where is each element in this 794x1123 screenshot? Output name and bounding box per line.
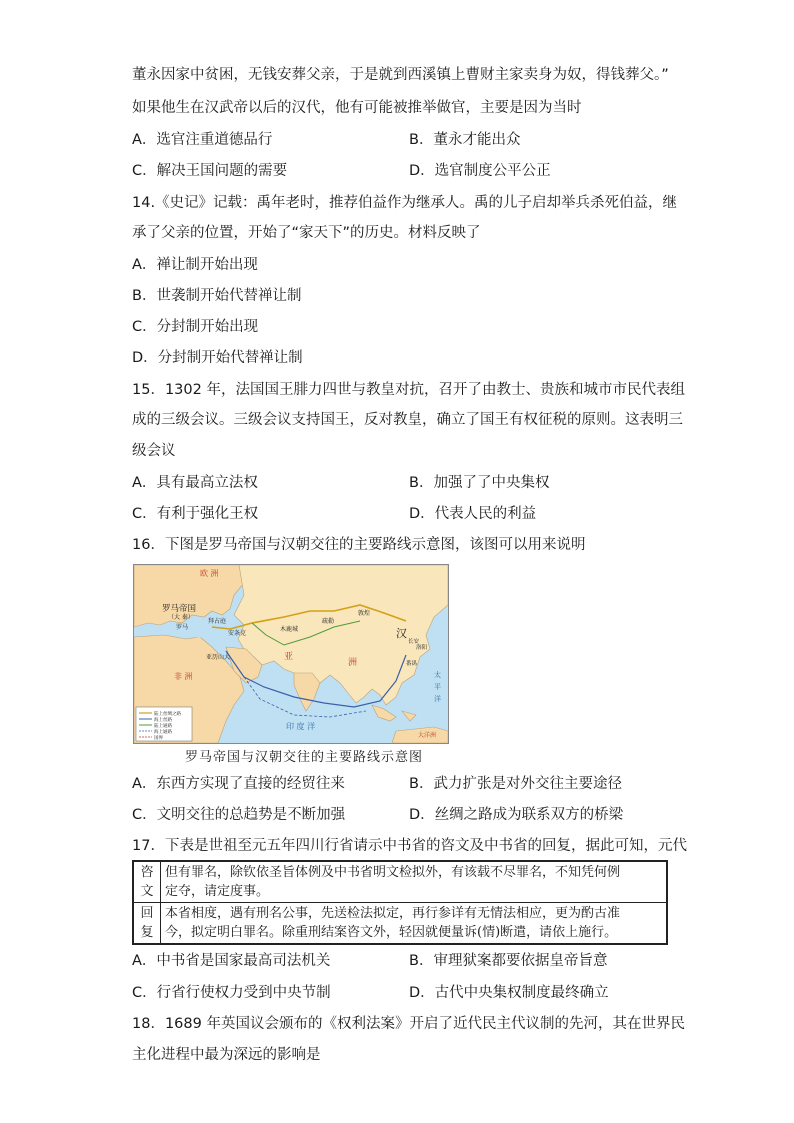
- map-label-muluocheng: 木鹿城: [280, 626, 299, 633]
- table-cell: [161, 861, 668, 903]
- q18-stem-line2: 主化进程中最为深远的影响是: [132, 1047, 321, 1063]
- map-label-rome: 罗马帝国: [162, 604, 197, 614]
- q13-option-b: B．董永才能出众: [409, 132, 521, 148]
- map-label-indian-ocean: 印 度 洋: [286, 722, 316, 731]
- q15-option-d: D．代表人民的利益: [409, 506, 537, 522]
- q16-stem: 16．下图是罗马帝国与汉朝交往的主要路线示意图，该图可以用来说明: [132, 537, 586, 553]
- q14-option-a: A．禅让制开始出现: [132, 257, 258, 273]
- q16-option-a: A．东西方实现了直接的经贸往来: [132, 776, 345, 792]
- map-label-luoyang: 洛阳: [416, 645, 428, 651]
- q15-option-a: A．具有最高立法权: [132, 475, 258, 491]
- q16-option-d: D．丝绸之路成为联系双方的桥梁: [409, 807, 624, 823]
- q14-stem-line1: 14.《史记》记载：禹年老时，推荐伯益作为继承人。禹的儿子启却举兵杀死伯益，继: [132, 195, 678, 211]
- table-cell: [161, 903, 668, 945]
- map-legend-item-3: 陆上通路: [154, 724, 172, 729]
- silk-road-map: [133, 564, 449, 744]
- map-legend-item-2: 海上丝路: [154, 718, 172, 723]
- q15-option-b: B．加强了了中央集权: [409, 475, 550, 491]
- table-cell-line: 定夺，请定度事。: [165, 884, 270, 899]
- table-head-char: 文: [140, 884, 154, 899]
- q16-option-c: C．文明交往的总趋势是不断加强: [132, 807, 346, 823]
- map-label-han: 汉: [396, 627, 407, 640]
- table-head-char: 复: [140, 925, 154, 940]
- map-label-pacific-1: 太: [434, 671, 441, 679]
- q13-stem-line1: 董永因家中贫困，无钱安葬父亲，于是就到西溪镇上曹财主家卖身为奴，得钱葬父。”: [132, 67, 669, 83]
- q17-table: [132, 860, 668, 945]
- q14-option-d: D．分封制开始代替禅让制: [132, 350, 303, 366]
- map-label-baizantai: 拜占庭: [208, 618, 227, 625]
- q17-option-d: D．古代中央集权制度最终确立: [409, 985, 609, 1001]
- q13-stem-line2: 如果他生在汉武帝以后的汉代，他有可能被推举做官，主要是因为当时: [132, 100, 582, 116]
- q16-option-b: B．武力扩张是对外交往主要途径: [409, 776, 622, 792]
- map-legend-item-5: 国界: [154, 736, 163, 741]
- table-head-char: 回: [140, 906, 154, 921]
- map-label-xunyang: 番禺: [406, 661, 418, 667]
- map-label-ankedu: 安条克: [228, 630, 247, 637]
- q13-option-d: D．选官制度公平公正: [409, 163, 551, 179]
- table-cell-line: 但有罪名，除钦依圣旨体例及中书省明文检拟外，有该载不尽罪名，不知凭何例: [165, 865, 621, 880]
- table-row: [133, 861, 667, 903]
- map-label-asia2: 洲: [348, 658, 358, 668]
- q15-stem-line2: 成的三级会议。三级会议支持国王，反对教皇，确立了国王有权征税的原则。这表明三: [132, 412, 683, 428]
- q17-option-b: B．审理狱案都要依据皇帝旨意: [409, 953, 608, 969]
- map-caption: 罗马帝国与汉朝交往的主要路线示意图: [185, 750, 424, 765]
- table-row-head: [133, 903, 161, 945]
- table-cell-line: 本省相度，遇有刑名公事，先送检法拟定，再行参详有无情法相应，更为酌古准: [165, 906, 621, 921]
- table-cell-line: 今，拟定明白罪名。除重刑结案咨文外，轻因就便量诉(情)断遣，请依上施行。: [165, 925, 618, 940]
- map-label-europe: 欧 洲: [200, 569, 219, 578]
- map-legend-item-4: 海上通路: [154, 730, 172, 735]
- map-label-pacific-3: 洋: [434, 695, 441, 703]
- map-legend: [136, 707, 192, 741]
- q17-option-c: C．行省行使权力受到中央节制: [132, 985, 331, 1001]
- table-row: [133, 903, 667, 945]
- map-label-pacific-2: 平: [434, 683, 441, 691]
- q18-stem-line1: 18．1689 年英国议会颁布的《权利法案》开启了近代民主代议制的先河，其在世界民: [132, 1016, 685, 1032]
- map-label-africa: 非 洲: [174, 672, 193, 681]
- map-label-alexandria: 亚历山大: [206, 654, 231, 661]
- q14-option-b: B．世袭制开始代替禅让制: [132, 288, 302, 304]
- map-label-rome-sub: （大 秦）: [168, 614, 194, 621]
- map-label-changan: 长安: [408, 639, 420, 645]
- map-label-asia: 亚: [284, 652, 294, 662]
- table-head-char: 咨: [140, 865, 154, 880]
- q13-option-c: C．解决王国问题的需要: [132, 163, 288, 179]
- q17-option-a: A．中书省是国家最高司法机关: [132, 953, 331, 969]
- q15-stem-line3: 级会议: [132, 443, 176, 459]
- q13-option-a: A．选官注重道德品行: [132, 132, 273, 148]
- map-label-dunhuang: 敦煌: [358, 610, 371, 617]
- map-label-shule: 疏勒: [322, 618, 335, 625]
- table-row-head: [133, 861, 161, 903]
- q14-stem-line2: 承了父亲的位置，开始了“家天下”的历史。材料反映了: [132, 225, 481, 241]
- q17-stem: 17．下表是世祖至元五年四川行省请示中书省的咨文及中书省的回复，据此可知，元代: [132, 838, 687, 854]
- q15-stem-line1: 15．1302 年，法国国王腓力四世与教皇对抗，召开了由教士、贵族和城市市民代表组: [132, 382, 685, 398]
- map-label-luoma: 罗马: [176, 624, 189, 631]
- map-legend-item-1: 陆上丝绸之路: [154, 712, 181, 717]
- map-label-oceania: 大洋洲: [418, 732, 437, 739]
- q15-option-c: C．有利于强化王权: [132, 506, 259, 522]
- q14-option-c: C．分封制开始出现: [132, 319, 259, 335]
